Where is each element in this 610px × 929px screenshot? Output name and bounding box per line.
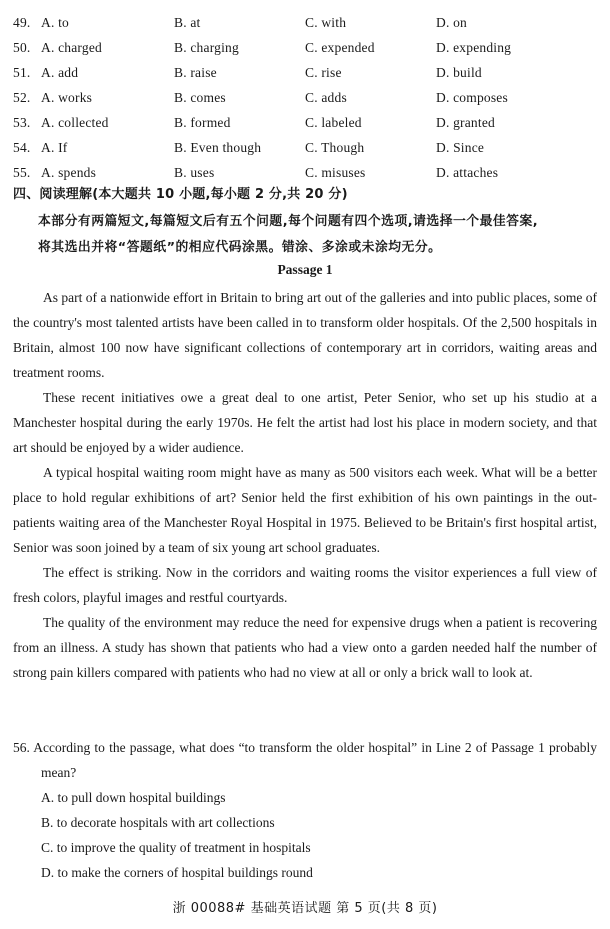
question-number: 55. [13, 164, 31, 180]
passage-paragraph: A typical hospital waiting room might have as many as 500 visitors each week. What will be a better place to hold regular exhibitions of art? Senior held the first exhibition of his own paintings in the out-patients waiting area of the Manchester Royal Hospital in 1975. Believed to be Britain's first hospital artist, Senior was soon joined by a team of six young art school graduates. [13, 465, 597, 555]
option-c: C. misuses [305, 164, 366, 180]
option-d: D. composes [436, 89, 508, 105]
option-b: B. charging [174, 39, 239, 55]
choice-b: B. to decorate hospitals with art collections [41, 815, 275, 830]
option-b: B. comes [174, 89, 226, 105]
option-d: D. build [436, 64, 482, 80]
section-instruction-line-1: 本部分有两篇短文,每篇短文后有五个问题,每个问题有四个选项,请选择一个最佳答案, [38, 214, 539, 229]
question-number: 49. [13, 14, 31, 30]
question-number: 52. [13, 89, 31, 105]
option-a: A. to [41, 14, 69, 30]
passage-paragraph: The effect is striking. Now in the corridors and waiting rooms the visitor experiences a full view of fresh colors, playful images and restful courtyards. [13, 565, 597, 605]
option-a: A. charged [41, 39, 102, 55]
passage-paragraph: As part of a nationwide effort in Britain to bring art out of the galleries and into public places, some of the country's most talented artists have been called in to transform older hospitals. Of the 2,500 hospitals in Britain, almost 100 now have significant collections of contemporary art in corridors, waiting areas and treatment rooms. [13, 290, 597, 380]
option-d: D. granted [436, 114, 495, 130]
option-row-51 [13, 60, 598, 85]
option-b: B. formed [174, 114, 231, 130]
section-instruction-line-2: 将其选出并将“答题纸”的相应代码涂黑。错涂、多涂或未涂均无分。 [38, 240, 442, 255]
choice-d: D. to make the corners of hospital buildings round [41, 865, 313, 880]
choice-a: A. to pull down hospital buildings [41, 790, 226, 805]
option-c: C. expended [305, 39, 375, 55]
question-stem: 56. According to the passage, what does “to transform the older hospital” in Line 2 of Passage 1 probably mean? [13, 740, 597, 780]
question-number: 51. [13, 64, 31, 80]
option-b: B. uses [174, 164, 215, 180]
option-b: B. at [174, 14, 201, 30]
option-a: A. collected [41, 114, 109, 130]
option-b: B. Even though [174, 139, 262, 155]
option-d: D. attaches [436, 164, 499, 180]
passage-title: Passage 1 [277, 262, 333, 277]
passage-body [13, 285, 597, 685]
option-c: C. labeled [305, 114, 362, 130]
option-b: B. raise [174, 64, 217, 80]
passage-paragraph: The quality of the environment may reduce the need for expensive drugs when a patient is recovering from an illness. A study has shown that patients who had a view onto a garden needed half the number of strong pain killers compared with patients who had no view at all or only a brick wall to look at. [13, 615, 597, 680]
option-d: D. Since [436, 139, 485, 155]
section-heading: 四、阅读理解(本大题共 10 小题,每小题 2 分,共 20 分) [13, 187, 348, 202]
option-a: A. add [41, 64, 79, 80]
option-c: C. Though [305, 139, 365, 155]
question-number: 54. [13, 139, 31, 155]
option-c: C. with [305, 14, 347, 30]
option-c: C. rise [305, 64, 342, 80]
option-row-52 [13, 85, 598, 110]
question-number: 50. [13, 39, 31, 55]
option-row-55 [13, 160, 598, 185]
option-a: A. If [41, 139, 68, 155]
option-row-50 [13, 35, 598, 60]
question-56 [13, 735, 597, 885]
option-d: D. on [436, 14, 467, 30]
question-number: 53. [13, 114, 31, 130]
option-row-53 [13, 110, 598, 135]
options-list [13, 10, 598, 185]
passage-paragraph: These recent initiatives owe a great deal to one artist, Peter Senior, who set up his studio at a Manchester hospital during the early 1970s. He felt the artist had lost his place in modern society, and that art should be enjoyed by a wider audience. [13, 390, 597, 455]
option-row-49 [13, 10, 598, 35]
option-row-54 [13, 135, 598, 160]
option-a: A. works [41, 89, 93, 105]
page-footer: 浙 00088# 基础英语试题 第 5 页(共 8 页) [172, 901, 438, 916]
option-c: C. adds [305, 89, 347, 105]
option-a: A. spends [41, 164, 97, 180]
choice-c: C. to improve the quality of treatment in hospitals [41, 840, 311, 855]
option-d: D. expending [436, 39, 512, 55]
